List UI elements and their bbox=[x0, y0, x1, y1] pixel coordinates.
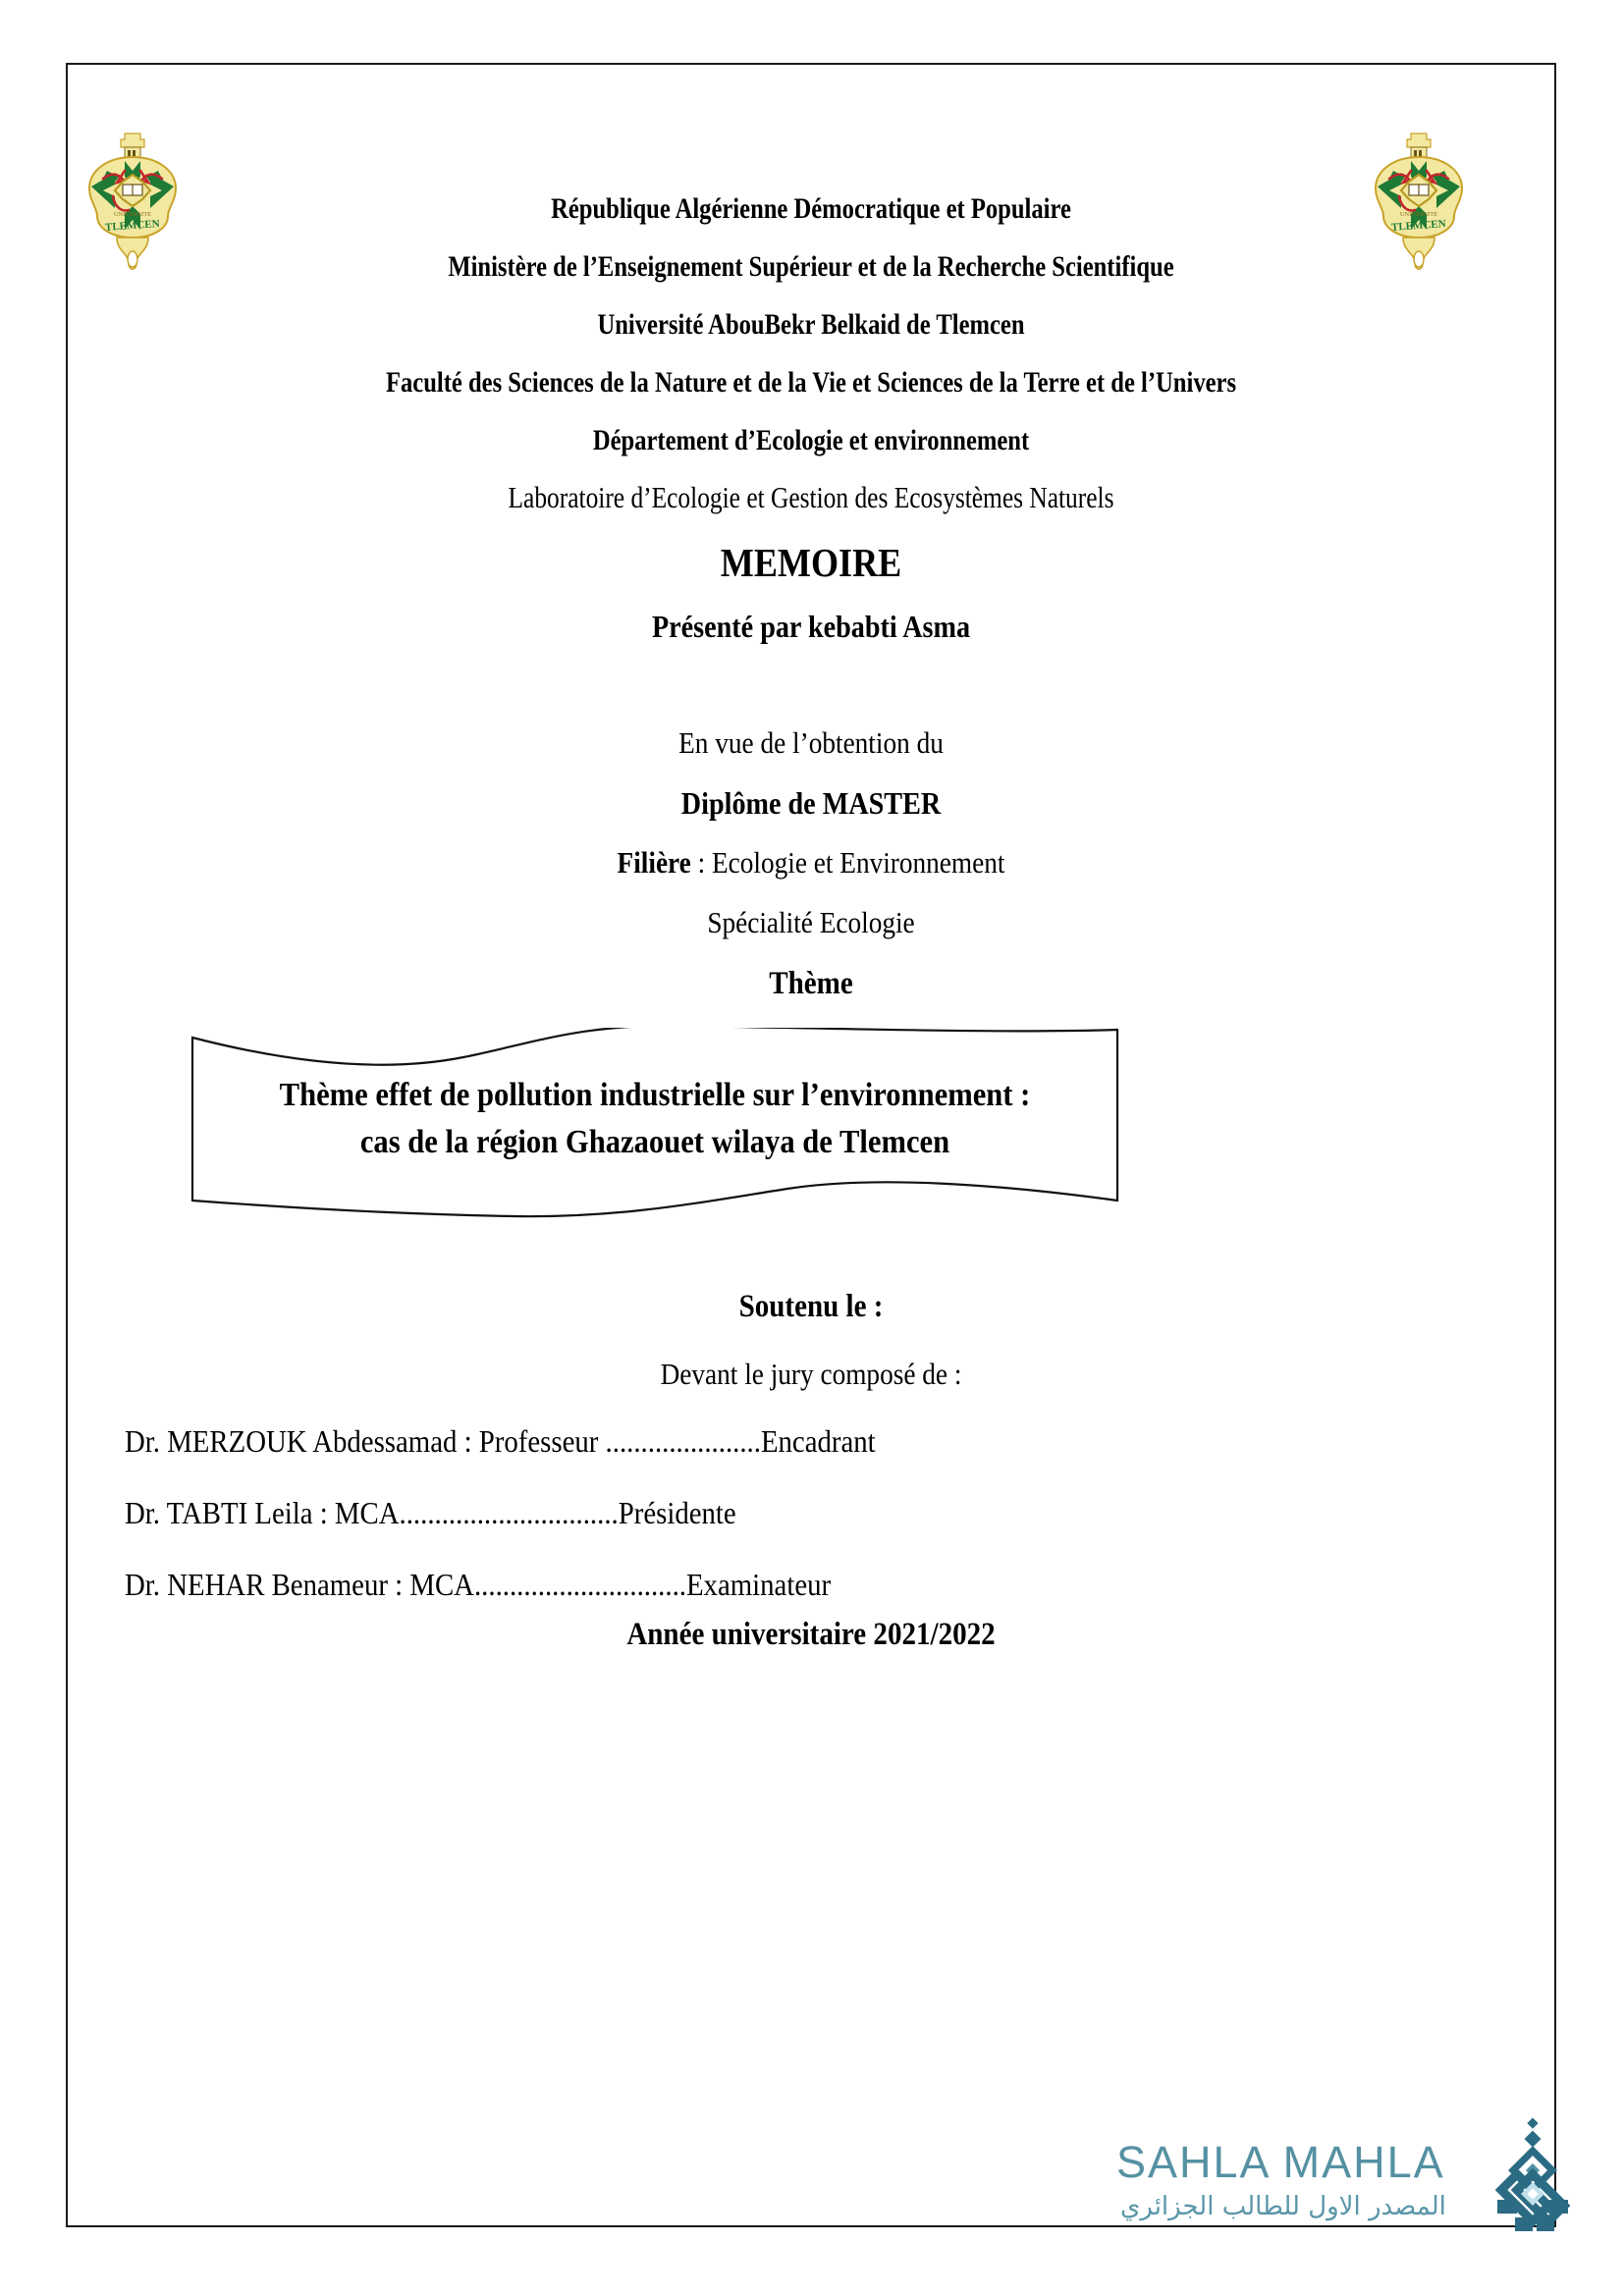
filiere-line bbox=[155, 845, 1467, 881]
jury-member-encadrant: Dr. MERZOUK Abdessamad : Professeur ......................Encadrant bbox=[125, 1423, 876, 1459]
theme-label: Thème bbox=[769, 966, 853, 1001]
academic-year: Année universitaire 2021/2022 bbox=[626, 1617, 996, 1652]
theme-line-1: Thème effet de pollution industrielle sur l’environnement : bbox=[279, 1077, 1031, 1113]
filiere-value: : Ecologie et Environnement bbox=[690, 845, 1005, 880]
watermark-tagline-arabic: المصدر الاول للطالب الجزائري bbox=[1120, 2192, 1446, 2221]
svg-text:TLEMCEN: TLEMCEN bbox=[104, 218, 160, 234]
header-line-ministry: Ministère de l’Enseignement Supérieur et de la Recherche Scientifique bbox=[448, 250, 1174, 283]
presented-by: Présenté par kebabti Asma bbox=[651, 609, 971, 644]
header-line-faculty: Faculté des Sciences de la Nature et de la Vie et Sciences de la Terre et de l’Univers bbox=[385, 366, 1237, 399]
jury-list bbox=[125, 1423, 1499, 1638]
header-line-department: Département d’Ecologie et environnement bbox=[592, 424, 1030, 456]
svg-text:UNIVERSITE: UNIVERSITE bbox=[113, 211, 152, 218]
header-line-university: Université AbouBekr Belkaid de Tlemcen bbox=[597, 308, 1025, 341]
filiere-label: Filière bbox=[617, 845, 691, 880]
jury-intro: Devant le jury composé de : bbox=[660, 1357, 962, 1391]
watermark-brand-text: SAHLA MAHLA bbox=[1116, 2137, 1445, 2187]
theme-line-2: cas de la région Ghazaouet wilaya de Tlemcen bbox=[359, 1124, 950, 1161]
sahla-mahla-diamond-icon bbox=[1488, 2115, 1578, 2243]
svg-text:UNIVERSITE: UNIVERSITE bbox=[1399, 211, 1438, 218]
theme-banner-text bbox=[236, 1072, 1075, 1167]
header-line-laboratory: Laboratoire d’Ecologie et Gestion des Ecosystèmes Naturels bbox=[508, 480, 1114, 514]
cover-page-content bbox=[66, 63, 1556, 2227]
header-line-republic: République Algérienne Démocratique et Populaire bbox=[551, 192, 1071, 225]
jury-member-examinateur: Dr. NEHAR Benameur : MCA..............................Examinateur bbox=[125, 1567, 832, 1602]
svg-text:TLEMCEN: TLEMCEN bbox=[1390, 218, 1446, 234]
specialite-line: Spécialité Ecologie bbox=[707, 905, 915, 939]
diploma-title: Diplôme de MASTER bbox=[680, 785, 942, 821]
memoire-title: MEMOIRE bbox=[720, 540, 902, 585]
in-view-of-label: En vue de l’obtention du bbox=[678, 725, 944, 760]
sahla-mahla-watermark bbox=[1116, 2123, 1548, 2246]
jury-member-presidente: Dr. TABTI Leila : MCA...............................Présidente bbox=[125, 1495, 736, 1530]
defense-date-label: Soutenu le : bbox=[738, 1289, 884, 1324]
